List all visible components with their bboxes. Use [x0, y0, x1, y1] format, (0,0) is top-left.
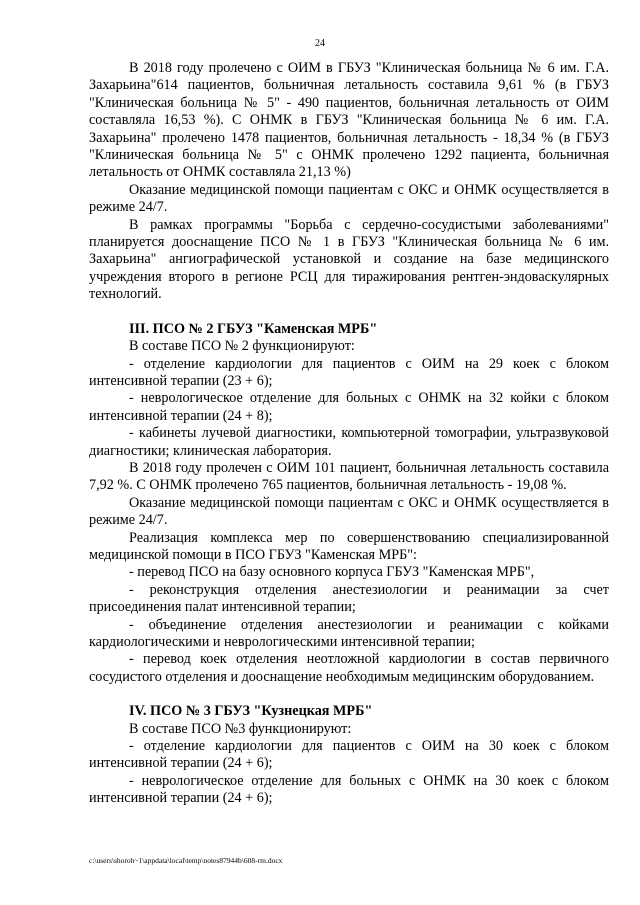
list-item: - объединение отделения анестезиологии и реанимации с койками кардиологическими и неврологическими интенсивной терапии;: [89, 616, 609, 650]
paragraph: Оказание медицинской помощи пациентам с ОКС и ОНМК осуществляется в режиме 24/7.: [89, 494, 609, 529]
document-body: [89, 60, 609, 808]
list-item: - неврологическое отделение для больных с ОНМК на 30 коек с блоком интенсивной терапии (24 + 6);: [89, 772, 609, 807]
list-item: - отделение кардиологии для пациентов с ОИМ на 29 коек с блоком интенсивной терапии (23 + 6);: [89, 355, 609, 389]
paragraph: В рамках программы "Борьба с сердечно-сосудистыми заболеваниями" планируется дооснащение ПСО № 1 в ГБУЗ "Клиническая больница № 6 им. Захарьина" ангиографической установкой и создание на базе медицинского учреждения второго в регионе РСЦ для тиражирования рентген-эндоваскулярных технологий.: [89, 216, 609, 303]
page-number: 24: [315, 38, 325, 49]
paragraph: В составе ПСО №3 функционируют:: [129, 720, 352, 737]
list-item: - перевод ПСО на базу основного корпуса ГБУЗ "Каменская МРБ",: [129, 564, 535, 581]
list-item: - отделение кардиологии для пациентов с ОИМ на 30 коек с блоком интенсивной терапии (24 + 6);: [89, 738, 609, 772]
section-heading-pso-2: III. ПСО № 2 ГБУЗ "Каменская МРБ": [129, 320, 378, 337]
paragraph: Оказание медицинской помощи пациентам с ОКС и ОНМК осуществляется в режиме 24/7.: [89, 181, 609, 216]
paragraph: В 2018 году пролечено с ОИМ в ГБУЗ "Клиническая больница № 6 им. Г.А. Захарьина"614 пациентов, больничная летальность составила 9,61 % (в ГБУЗ "Клиническая больница № 5" - 490 пациентов, больничная летальность от ОИМ составляла 16,53 %). С ОНМК в ГБУЗ "Клиническая больница № 6 им. Г.А. Захарьина" пролечено 1478 пациентов, больничная летальность - 18,34 % (в ГБУЗ "Клиническая больница № 5" с ОНМК пролечено 1292 пациента, больничная летальность от ОНМК составляла 21,13 %): [89, 60, 609, 181]
file-path-footer: c:\users\shoroh~1\appdata\local\temp\notes87944b\608-rm.docx: [89, 856, 283, 865]
list-item: - реконструкция отделения анестезиологии и реанимации за счет присоединения палат интенсивной терапии;: [89, 581, 609, 616]
list-item: - перевод коек отделения неотложной кардиологии в состав первичного сосудистого отделения и дооснащение необходимым медицинским оборудованием.: [89, 651, 609, 685]
list-item: - неврологическое отделение для больных с ОНМК на 32 койки с блоком интенсивной терапии (24 + 8);: [89, 390, 609, 424]
paragraph: Реализация комплекса мер по совершенствованию специализированной медицинской помощи в ПСО ГБУЗ "Каменская МРБ":: [89, 529, 609, 563]
list-item: - кабинеты лучевой диагностики, компьютерной томографии, ультразвуковой диагностики; клиническая лаборатория.: [89, 425, 609, 459]
paragraph: В 2018 году пролечен с ОИМ 101 пациент, больничная летальность составила 7,92 %. С ОНМК пролечено 765 пациентов, больничная летальность - 19,08 %.: [89, 459, 609, 494]
section-heading-pso-3: IV. ПСО № 3 ГБУЗ "Кузнецкая МРБ": [129, 703, 373, 720]
paragraph: В составе ПСО № 2 функционируют:: [129, 338, 355, 355]
